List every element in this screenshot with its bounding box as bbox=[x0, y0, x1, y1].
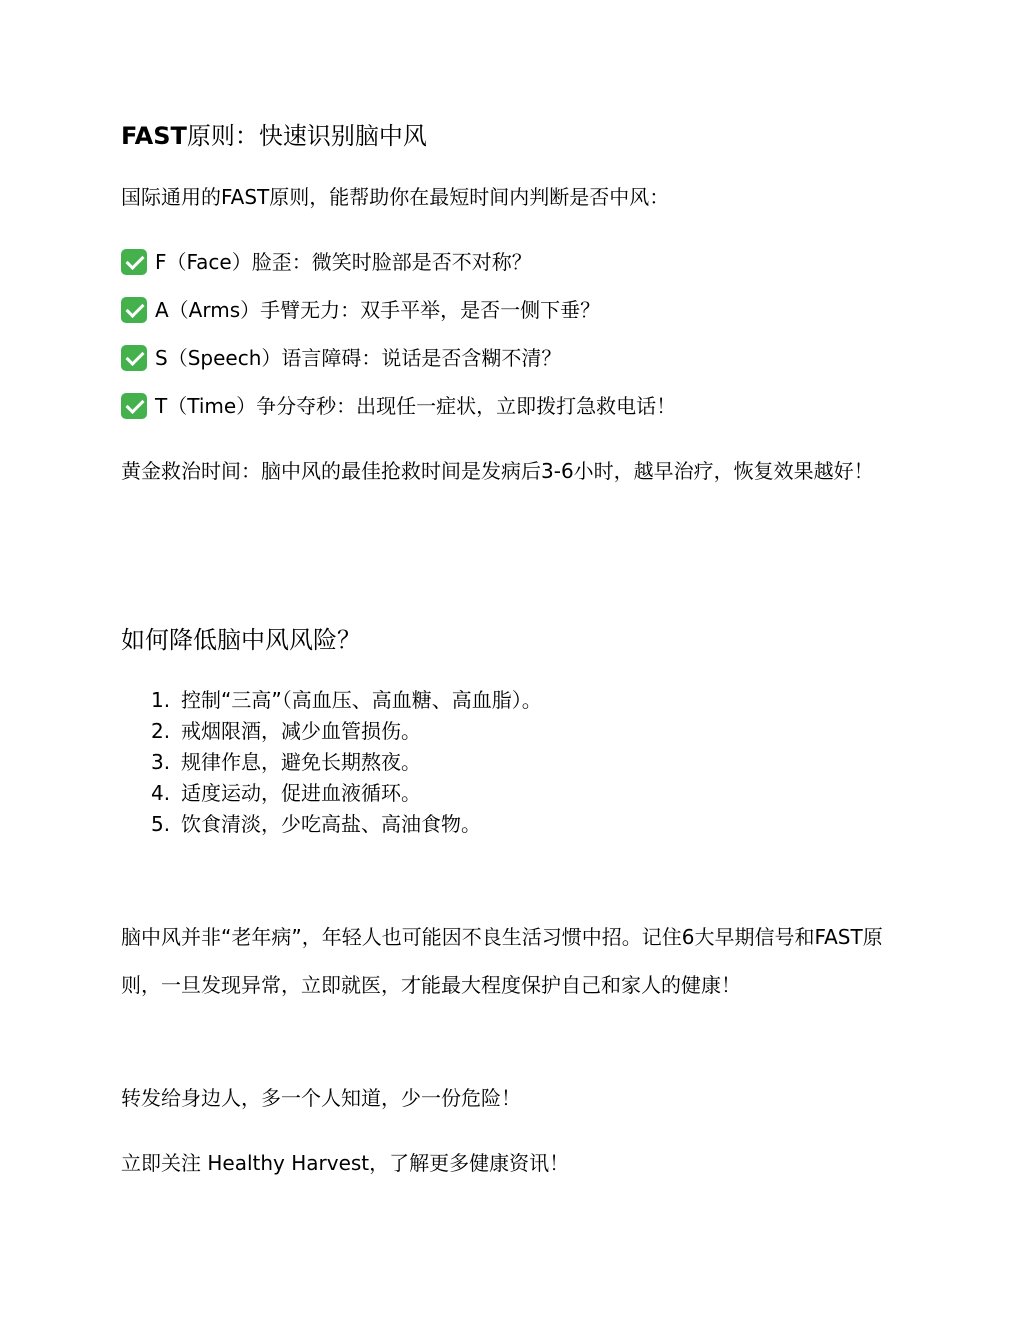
list-item: 5. 饮食清淡，少吃高盐、高油食物。 bbox=[151, 812, 481, 836]
golden-time-paragraph: 黄金救治时间：脑中风的最佳抢救时间是发病后3-6小时，越早治疗，恢复效果越好！ bbox=[121, 459, 874, 483]
follow-line: 立即关注 Healthy Harvest，了解更多健康资讯！ bbox=[121, 1151, 570, 1175]
list-item: 2. 戒烟限酒，减少血管损伤。 bbox=[151, 719, 421, 743]
fast-section-title bbox=[121, 119, 427, 153]
fast-item-time bbox=[121, 392, 676, 420]
risk-section-title: 如何降低脑中风风险？ bbox=[121, 626, 361, 654]
fast-item-text: A（Arms）手臂无力：双手平举，是否一侧下垂？ bbox=[155, 298, 601, 322]
check-mark-icon bbox=[121, 393, 147, 419]
check-mark-icon bbox=[121, 345, 147, 371]
check-mark-icon bbox=[121, 297, 147, 323]
fast-title-bold: FAST bbox=[121, 122, 187, 150]
fast-item-speech bbox=[121, 344, 561, 372]
list-item: 3. 规律作息，避免长期熬夜。 bbox=[151, 750, 421, 774]
fast-intro: 国际通用的FAST原则，能帮助你在最短时间内判断是否中风： bbox=[121, 185, 670, 209]
fast-item-text: F（Face）脸歪：微笑时脸部是否不对称？ bbox=[155, 250, 532, 274]
share-line: 转发给身边人，多一个人知道，少一份危险！ bbox=[121, 1086, 521, 1110]
fast-title-rest: 原则：快速识别脑中风 bbox=[186, 122, 427, 150]
fast-item-text: S（Speech）语言障碍：说话是否含糊不清？ bbox=[155, 346, 562, 370]
fast-item-text: T（Time）争分夺秒：出现任一症状，立即拨打急救电话！ bbox=[155, 394, 677, 418]
list-item: 1. 控制“三高”（高血压、高血糖、高血脂）。 bbox=[151, 688, 542, 712]
check-mark-icon bbox=[121, 249, 147, 275]
summary-paragraph: 脑中风并非“老年病”，年轻人也可能因不良生活习惯中招。记住6大早期信号和FAST原则，一旦发现异常，立即就医，才能最大程度保护自己和家人的健康！ bbox=[121, 925, 883, 997]
fast-item-arms bbox=[121, 296, 600, 324]
fast-item-face bbox=[121, 248, 532, 276]
list-item: 4. 适度运动，促进血液循环。 bbox=[151, 781, 421, 805]
risk-list bbox=[121, 685, 542, 840]
